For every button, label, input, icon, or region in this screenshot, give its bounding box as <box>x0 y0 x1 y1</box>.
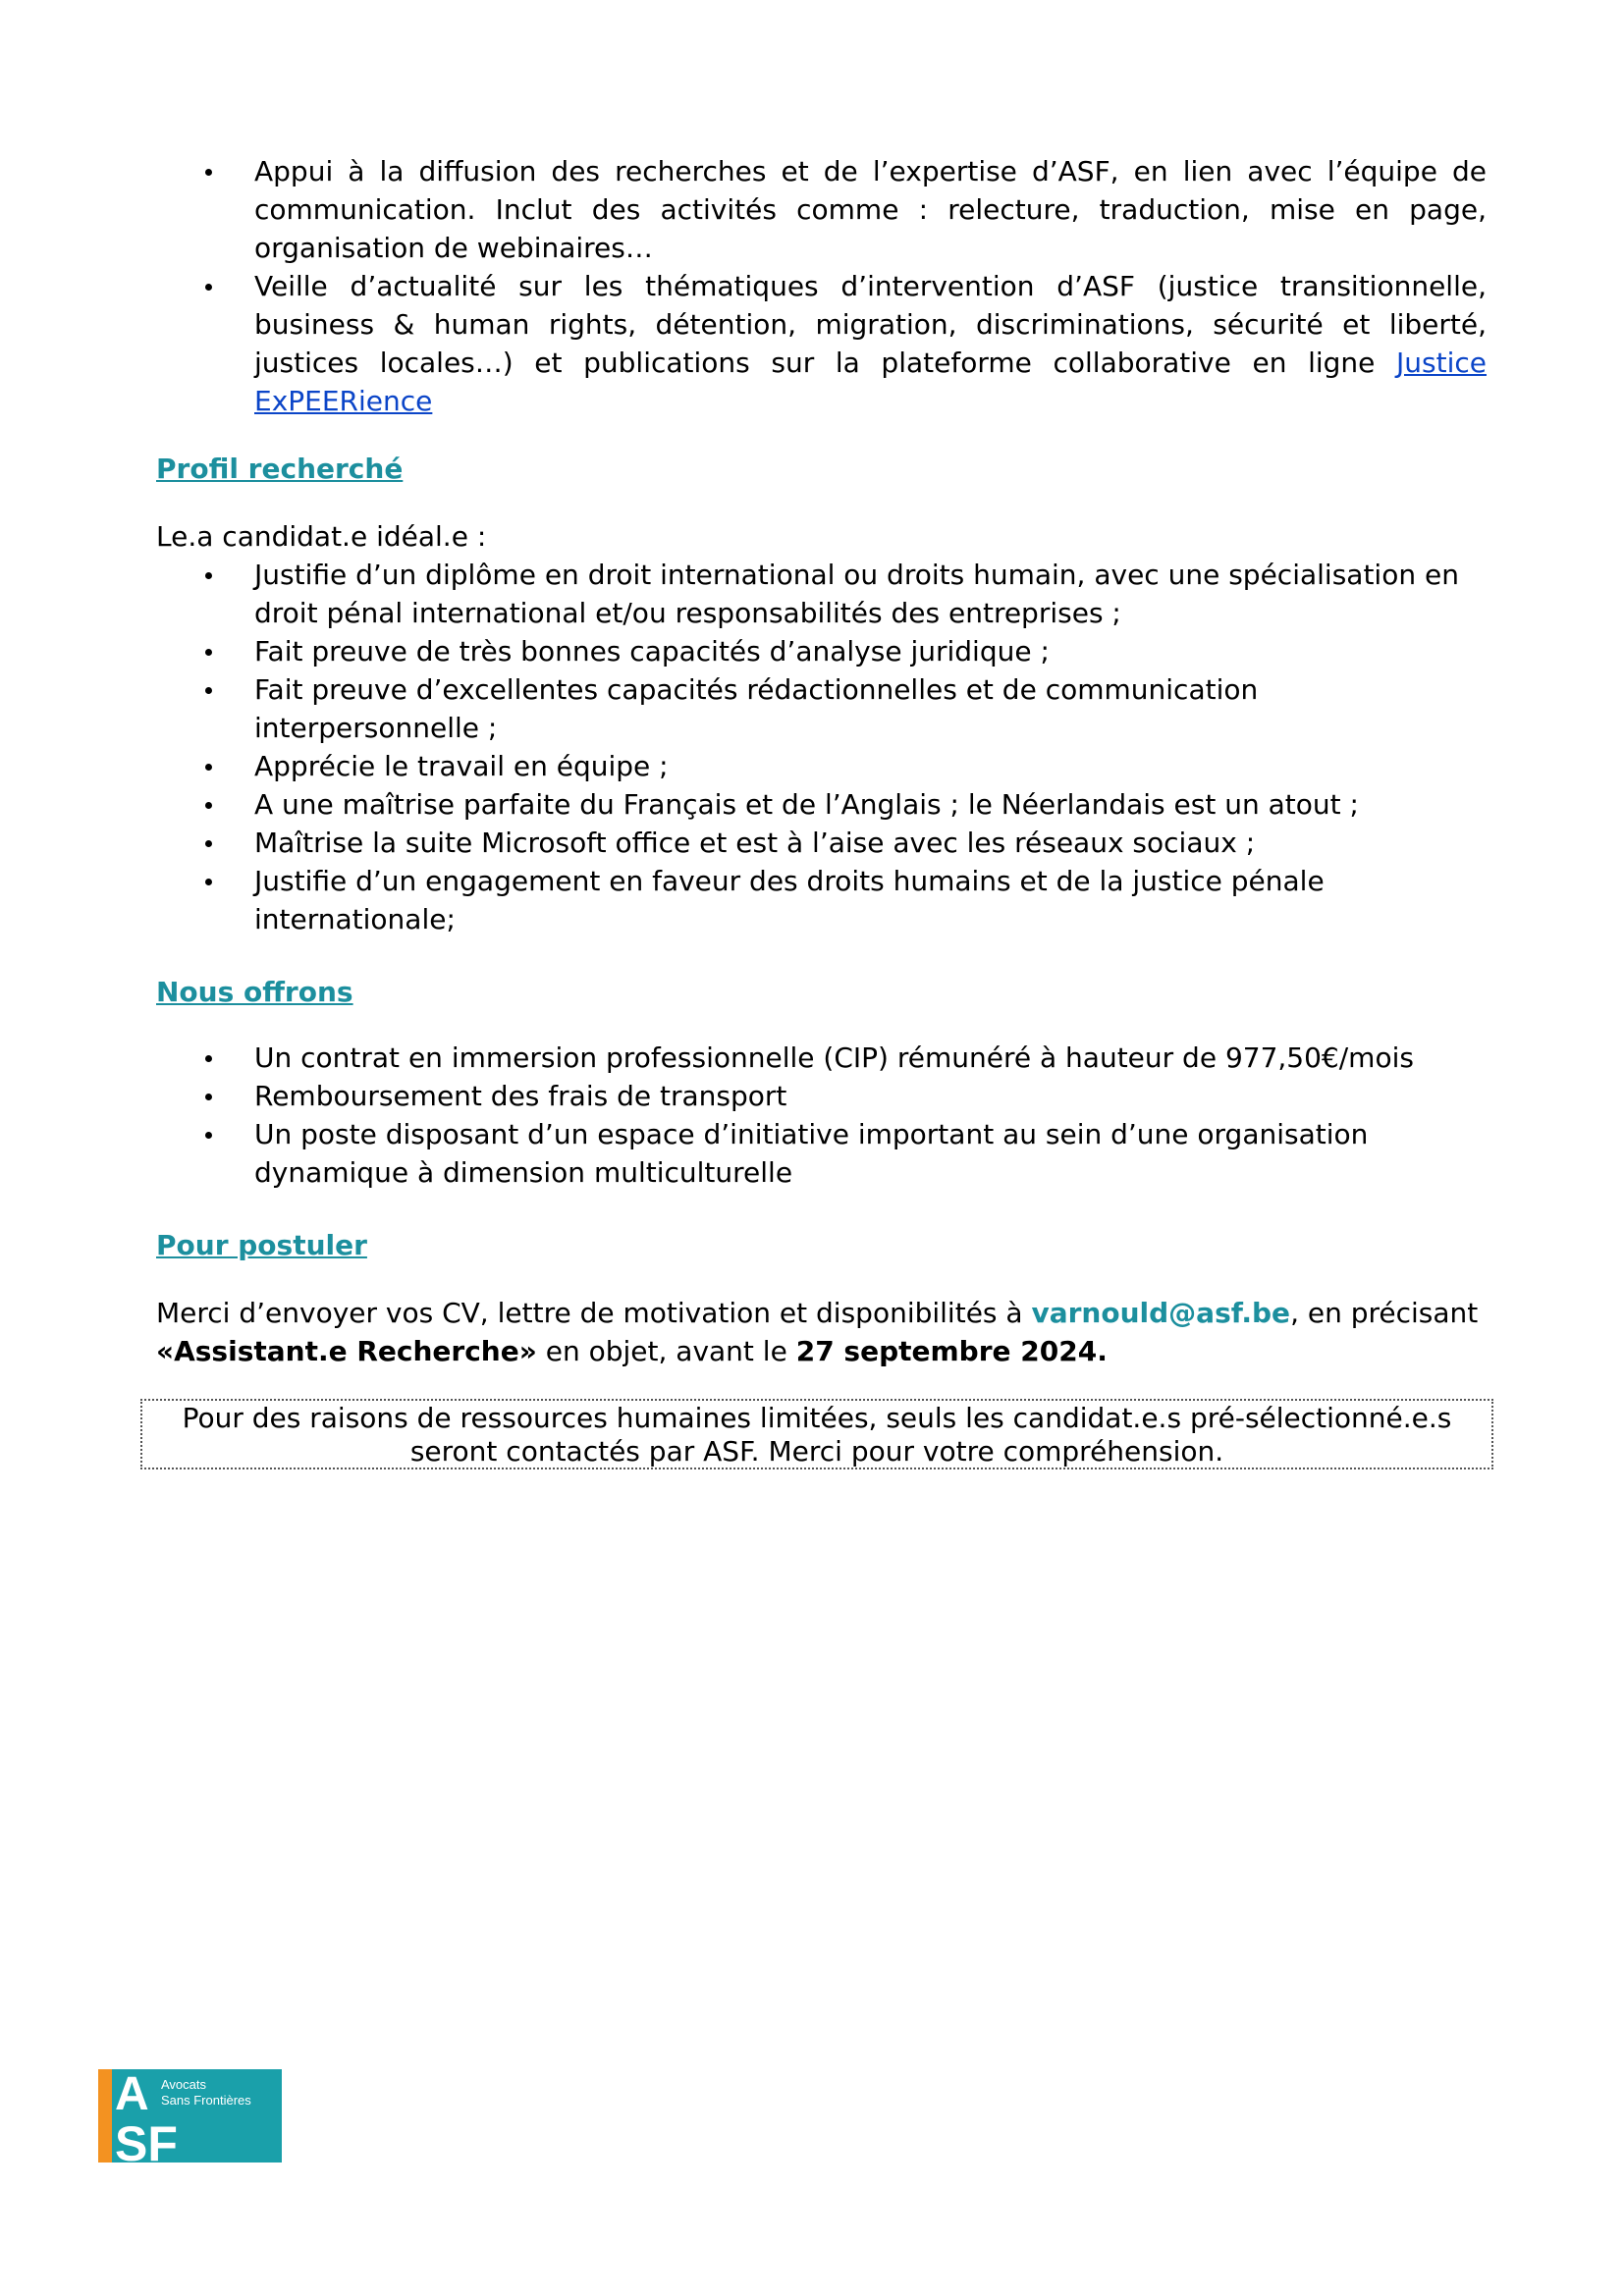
postuler-text <box>156 1294 1487 1370</box>
document-page <box>156 152 1487 1370</box>
bullet-icon <box>205 879 212 885</box>
postuler-text-part: , en précisant <box>1290 1297 1479 1329</box>
deadline-date: 27 septembre 2024. <box>795 1335 1108 1367</box>
list-item <box>156 152 1487 267</box>
bullet-icon <box>205 764 212 771</box>
profil-intro: Le.a candidat.e idéal.e : <box>156 520 487 553</box>
logo-letters-sf: SF <box>115 2116 178 2163</box>
list-item <box>156 785 1487 824</box>
profil-list <box>156 556 1487 938</box>
bullet-icon <box>205 840 212 847</box>
list-item <box>156 1115 1487 1192</box>
list-item <box>156 556 1487 632</box>
bullet-icon <box>205 169 212 176</box>
list-item <box>156 1077 1487 1115</box>
logo-letter-a: A <box>115 2069 149 2120</box>
bullet-icon <box>205 1132 212 1139</box>
bullet-icon <box>205 572 212 579</box>
profil-item-text: Justifie d’un diplôme en droit international ou droits humain, avec une spécialisation en droit pénal international et/ou responsabilités des entreprises ; <box>254 559 1459 629</box>
offre-item-text: Remboursement des frais de transport <box>254 1080 787 1112</box>
justice-experience-link[interactable]: Justice ExPEERience <box>254 347 1488 417</box>
list-item <box>156 1039 1487 1077</box>
bullet-icon <box>205 649 212 656</box>
list-item <box>156 747 1487 785</box>
notice-line: seront contactés par ASF. Merci pour votre compréhension. <box>409 1435 1224 1468</box>
bullet-icon <box>205 687 212 694</box>
list-item <box>156 632 1487 670</box>
bullet-icon <box>205 802 212 809</box>
profil-item-text: Apprécie le travail en équipe ; <box>254 750 669 782</box>
notice-line: Pour des raisons de ressources humaines limitées, seuls les candidat.e.s pré-sélectionné.e.s <box>182 1402 1452 1434</box>
profil-item-text: Justifie d’un engagement en faveur des droits humains et de la justice pénale internationale; <box>254 865 1325 935</box>
task-text: Appui à la diffusion des recherches et de l’expertise d’ASF, en lien avec l’équipe de communication. Inclut des activités comme : relecture, traduction, mise en page, organisation de webinaires… <box>254 155 1487 264</box>
offre-item-text: Un poste disposant d’un espace d’initiative important au sein d’une organisation dynamique à dimension multiculturelle <box>254 1118 1369 1189</box>
logo-line-avocats: Avocats <box>161 2077 207 2092</box>
logo-orange-bar <box>98 2069 112 2163</box>
notice-box <box>140 1399 1493 1469</box>
list-item <box>156 824 1487 862</box>
list-item <box>156 267 1487 420</box>
task-text: Veille d’actualité sur les thématiques d’intervention d’ASF (justice transitionnelle, business & human rights, détention, migration, discriminations, sécurité et liberté, justices locales…) et publications sur la plateforme collaborative en ligne <box>254 270 1487 379</box>
email-subject: «Assistant.e Recherche» <box>156 1335 537 1367</box>
asf-logo <box>98 2069 282 2163</box>
section-heading-profil: Profil recherché <box>156 453 404 485</box>
profil-item-text: Maîtrise la suite Microsoft office et est à l’aise avec les réseaux sociaux ; <box>254 827 1256 859</box>
contact-email[interactable]: varnould@asf.be <box>1031 1297 1291 1329</box>
postuler-text-part: en objet, avant le <box>536 1335 796 1367</box>
logo-line-sans-frontieres: Sans Frontières <box>161 2093 251 2108</box>
list-item <box>156 670 1487 747</box>
profil-item-text: Fait preuve d’excellentes capacités rédactionnelles et de communication interpersonnelle ; <box>254 673 1259 744</box>
bullet-icon <box>205 284 212 291</box>
offre-list <box>156 1039 1487 1192</box>
list-item <box>156 862 1487 938</box>
postuler-text-part: Merci d’envoyer vos CV, lettre de motivation et disponibilités à <box>156 1297 1032 1329</box>
profil-item-text: A une maîtrise parfaite du Français et de l’Anglais ; le Néerlandais est un atout ; <box>254 788 1359 821</box>
section-heading-postuler: Pour postuler <box>156 1229 367 1261</box>
bullet-icon <box>205 1094 212 1100</box>
bullet-icon <box>205 1055 212 1062</box>
section-heading-offre: Nous offrons <box>156 976 353 1008</box>
profil-item-text: Fait preuve de très bonnes capacités d’analyse juridique ; <box>254 635 1050 667</box>
offre-item-text: Un contrat en immersion professionnelle (CIP) rémunéré à hauteur de 977,50€/mois <box>254 1041 1414 1074</box>
tasks-list <box>156 152 1487 420</box>
